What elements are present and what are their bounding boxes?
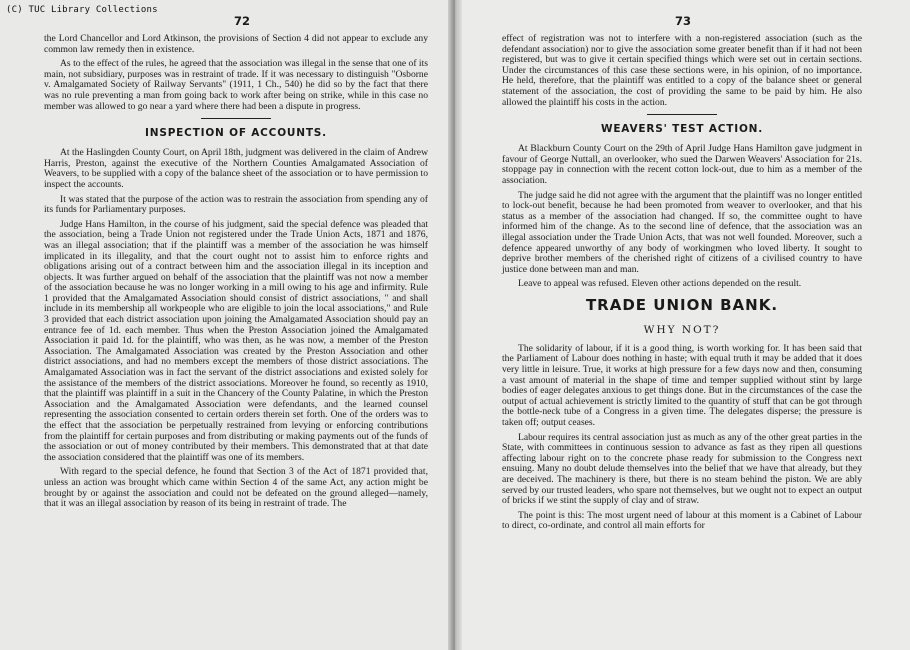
page-number: 72 [233, 14, 250, 28]
paragraph: the Lord Chancellor and Lord Atkinson, the provisions of Section 4 did not appear to exclude any common law remedy then in existence. [44, 33, 428, 55]
paragraph: The point is this: The most urgent need of labour at this moment is a Cabinet of Labour to direct, co-ordinate, and control all main efforts for [502, 509, 862, 532]
article-title: TRADE UNION BANK. [585, 295, 779, 314]
right-page [452, 0, 910, 650]
article-subtitle: WHY NOT? [643, 323, 721, 336]
paragraph: At the Haslingden County Court, on April 18th, judgment was delivered in the claim of Andrew Harris, Preston, against the executive of the Northern Counties Amalgamated Association of Weavers, to be supplied with a copy of the balance sheet of the association or to have permission to inspect the accounts. [44, 147, 428, 190]
left-page-text [44, 34, 428, 510]
section-heading: WEAVERS' TEST ACTION. [600, 123, 764, 136]
left-page [0, 0, 452, 650]
right-page-text [502, 34, 862, 532]
section-heading: INSPECTION OF ACCOUNTS. [145, 127, 327, 140]
paragraph: Leave to appeal was refused. Eleven other actions depended on the result. [518, 278, 802, 290]
paragraph: As to the effect of the rules, he agreed that the association was illegal in the sense that one of its main, not subsidiary, purposes was in restraint of trade. If it was necessary to distinguish "Osborne v. Amalgamated Society of Railway Servants" (1911, 1 Ch., 540) he did so by the fact that there was no rule preventing a man from going back to work after being on strike, while in this case no member was allowed to go near a yard where there had been a dispute in progress. [44, 58, 428, 112]
paragraph: At Blackburn County Court on the 29th of April Judge Hans Hamilton gave judgment in favour of George Nuttall, an overlooker, who sued the Darwen Weavers' Association for 21s. stoppage pay in connection with the recent cotton lock-out, due to him as a member of the association. [502, 143, 862, 186]
paragraph: effect of registration was not to interfere with a non-registered association (such as the defendant association) nor to give the association some greater benefit than if it had not been registered, but was to give it certain specified things which were set out in certain sections. Under the circumstances of this case these sections were, in his opinion, of no importance. He held, therefore, that the plaintiff was entitled to a copy of the balance sheet or general statement of the association, the cost of providing the same to be paid by him. He also allowed the plaintiff his costs in the action. [502, 33, 862, 108]
paragraph: The judge said he did not agree with the argument that the plaintiff was no longer entitled to lock-out benefit, because he had been promoted from weaver to overlooker, and that his status as a member of the association had changed. If so, the committee ought to have informed him of the change. As to the second line of defence, that the association was an illegal association under the Trade Union Acts, that was not well founded. Moreover, such a defence appeared unworthy of any body of workingmen who loved liberty. It sought to deprive brother members of the cherished right of citizens of a civilised country to have justice done between man and man. [502, 189, 862, 275]
section-divider [201, 118, 271, 119]
paragraph: It was stated that the purpose of the action was to restrain the association from spending any of its funds for Parliamentary purposes. [44, 193, 428, 216]
paragraph: With regard to the special defence, he found that Section 3 of the Act of 1871 provided that, unless an action was brought which came within Section 4 of the same Act, any action might be brought by or against the association and could not be defeated on the ground alleged—namely, that it was an illegal association by reason of its being in restraint of trade. The [44, 466, 428, 510]
book-gutter [448, 0, 462, 650]
paragraph: Judge Hans Hamilton, in the course of his judgment, said the special defence was pleaded that the association, being a Trade Union not registered under the Trade Union Acts, 1871 and 1876, was an illegal association; that if the plaintiff was a member of the association he was himself implicated in its illegality, and that the court ought not to assist him to enforce rights and obligations arising out of a contract between him and the association illegal in its inception and objects. It was further argued on behalf of the association that the plaintiff was not now a member of the association because he was no longer working in a mill owing to his age and infirmity. Rule 1 provided that the Amalgamated Association should consist of district associations, " and shall include in its membership all workpeople who are eligible to join the local associations," and Rule 3 provided that each district association upon joining the Amalgamated Association should pay an entrance fee of 1d. each member. Thus when the Preston Association joined the Amalgamated Association it paid 1d. for the plaintiff, who was then, as he was now, a member of the Preston Association. The Amalgamated Association was created by the Preston Association and other district associations, and had no members except the members of those district associations. The Amalgamated Association was in fact the servant of the district associations and existed solely for the assistance of the members of the district associations. Moreover he found, so recently as 1910, that the plaintiff was plaintiff in a suit in the Chancery of the County Palatine, in which the Preston Association and the Amalgamated Association were defendants, and the learned counsel representing the association consented to certain orders therein set forth. One of the orders was to the effect that the association be perpetually restrained from levying or enforcing contributions from the plaintiff for certain purposes and from distributing or making payments out of the funds of the association or out of money contributed by their members. This demonstrated that at that date the association considered that the plaintiff was one of its members. [44, 218, 428, 463]
page-number: 73 [674, 14, 691, 28]
watermark: (C) TUC Library Collections [6, 5, 158, 15]
paragraph: Labour requires its central association just as much as any of the other great parties in the State, with committees in continuous session to advance as fast as they ripen all questions affecting labour right on to the concrete phase ready for submission to the Congress next ensuing. Many no doubt delude themselves into the belief that we have that already, but they are deceived. The machinery is there, but there is no steam behind the piston. We are ably served by our trusted leaders, who spare not themselves, but we ought not to expect an output of bricks if we stint the supply of clay and of straw. [502, 431, 862, 507]
paragraph: The solidarity of labour, if it is a good thing, is worth working for. It has been said that the Parliament of Labour does nothing in haste; with equal truth it may be added that it does very little in leisure. True, it works at high pressure for a few days now and then, consuming a vast amount of material in the shape of time and temper supplied without stint by large bodies of eager delegates anxious to get things done. But in the circumstances of the case the output of actual achievement is strictly limited to the quantity of stuff that can be got through the bottle-neck tube of a Congress in a given time. The delegates disperse; the pressure is taken off; output ceases. [502, 342, 862, 429]
section-divider [647, 114, 717, 115]
